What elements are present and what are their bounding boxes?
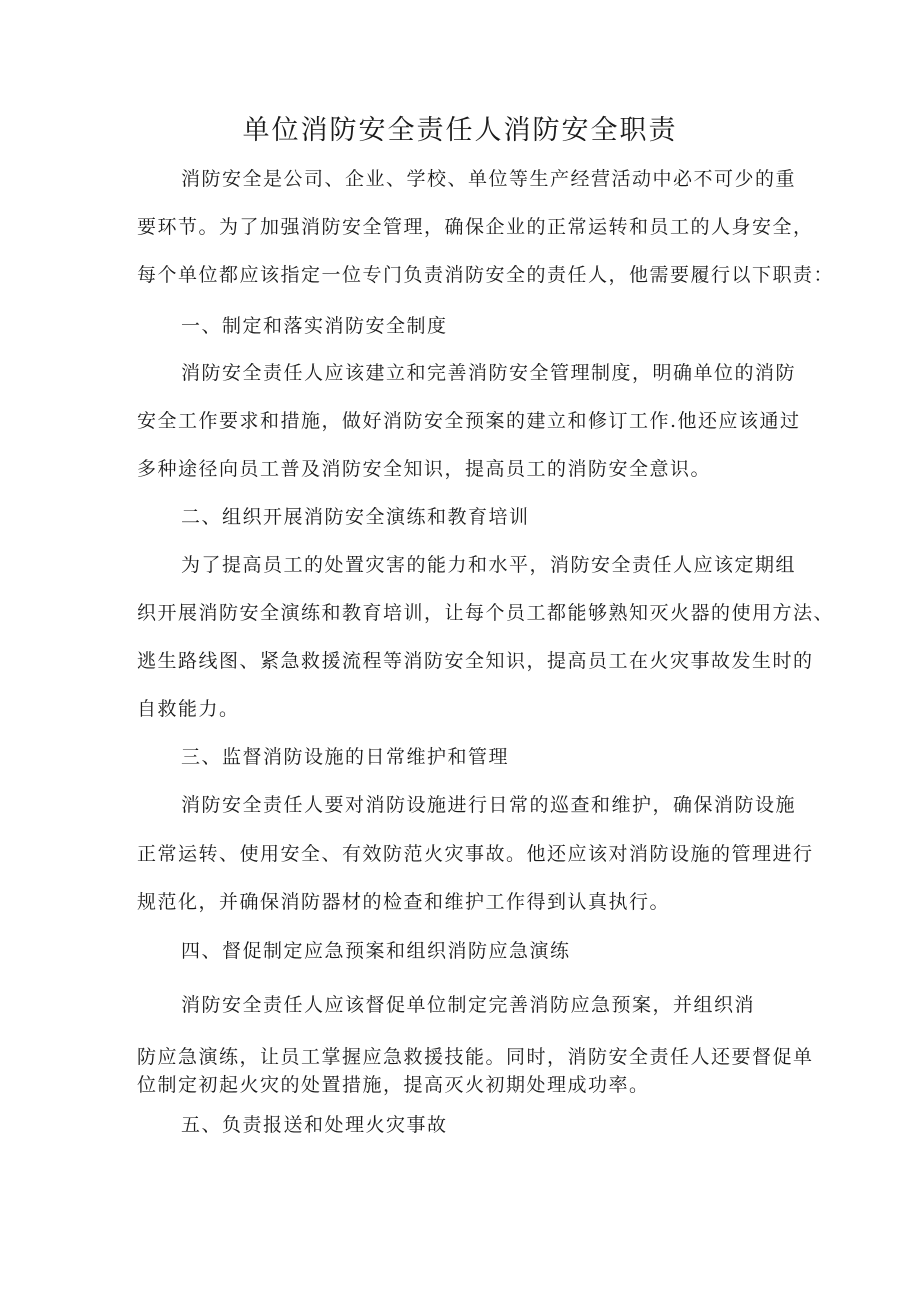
section-heading: 四、督促制定应急预案和组织消防应急演练 — [181, 940, 571, 962]
paragraph-line: 消防安全责任人应该建立和完善消防安全管理制度，明确单位的消防 — [181, 362, 797, 384]
paragraph-line: 消防安全责任人应该督促单位制定完善消防应急预案，并组织消 — [181, 994, 756, 1016]
intro-line: 要环节。为了加强消防安全管理，确保企业的正常运转和员工的人身安全， — [137, 216, 814, 238]
section-heading: 二、组织开展消防安全演练和教育培训 — [181, 506, 530, 528]
paragraph-line: 安全工作要求和措施，做好消防安全预案的建立和修订工作.他还应该通过 — [137, 410, 801, 432]
paragraph-line: 多种途径向员工普及消防安全知识，提高员工的消防安全意识。 — [137, 458, 712, 480]
section-heading: 三、监督消防设施的日常维护和管理 — [181, 746, 510, 768]
paragraph-line: 逃生路线图、紧急救援流程等消防安全知识，提高员工在火灾事故发生时的 — [137, 650, 814, 672]
paragraph-line: 位制定初起火灾的处置措施，提高灭火初期处理成功率。 — [137, 1074, 650, 1096]
paragraph-line: 织开展消防安全演练和教育培训，让每个员工都能够熟知灭火器的使用方法、 — [137, 602, 835, 624]
document-title: 单位消防安全责任人消防安全职责 — [242, 115, 678, 146]
paragraph-line: 正常运转、使用安全、有效防范火灾事故。他还应该对消防设施的管理进行 — [137, 843, 814, 865]
paragraph-line: 规范化，并确保消防器材的检查和维护工作得到认真执行。 — [137, 891, 671, 913]
paragraph-line: 消防安全责任人要对消防设施进行日常的巡查和维护，确保消防设施 — [181, 794, 797, 816]
section-heading: 一、制定和落实消防安全制度 — [181, 315, 448, 337]
section-heading: 五、负责报送和处理火灾事故 — [181, 1114, 448, 1136]
paragraph-line: 为了提高员工的处置灾害的能力和水平，消防安全责任人应该定期组 — [181, 554, 797, 576]
paragraph-line: 自救能力。 — [137, 698, 240, 720]
intro-line: 消防安全是公司、企业、学校、单位等生产经营活动中必不可少的重 — [181, 168, 797, 190]
intro-line: 每个单位都应该指定一位专门负责消防安全的责任人，他需要履行以下职责： — [137, 264, 835, 286]
paragraph-line: 防应急演练，让员工掌握应急救援技能。同时，消防安全责任人还要督促单 — [137, 1046, 814, 1068]
